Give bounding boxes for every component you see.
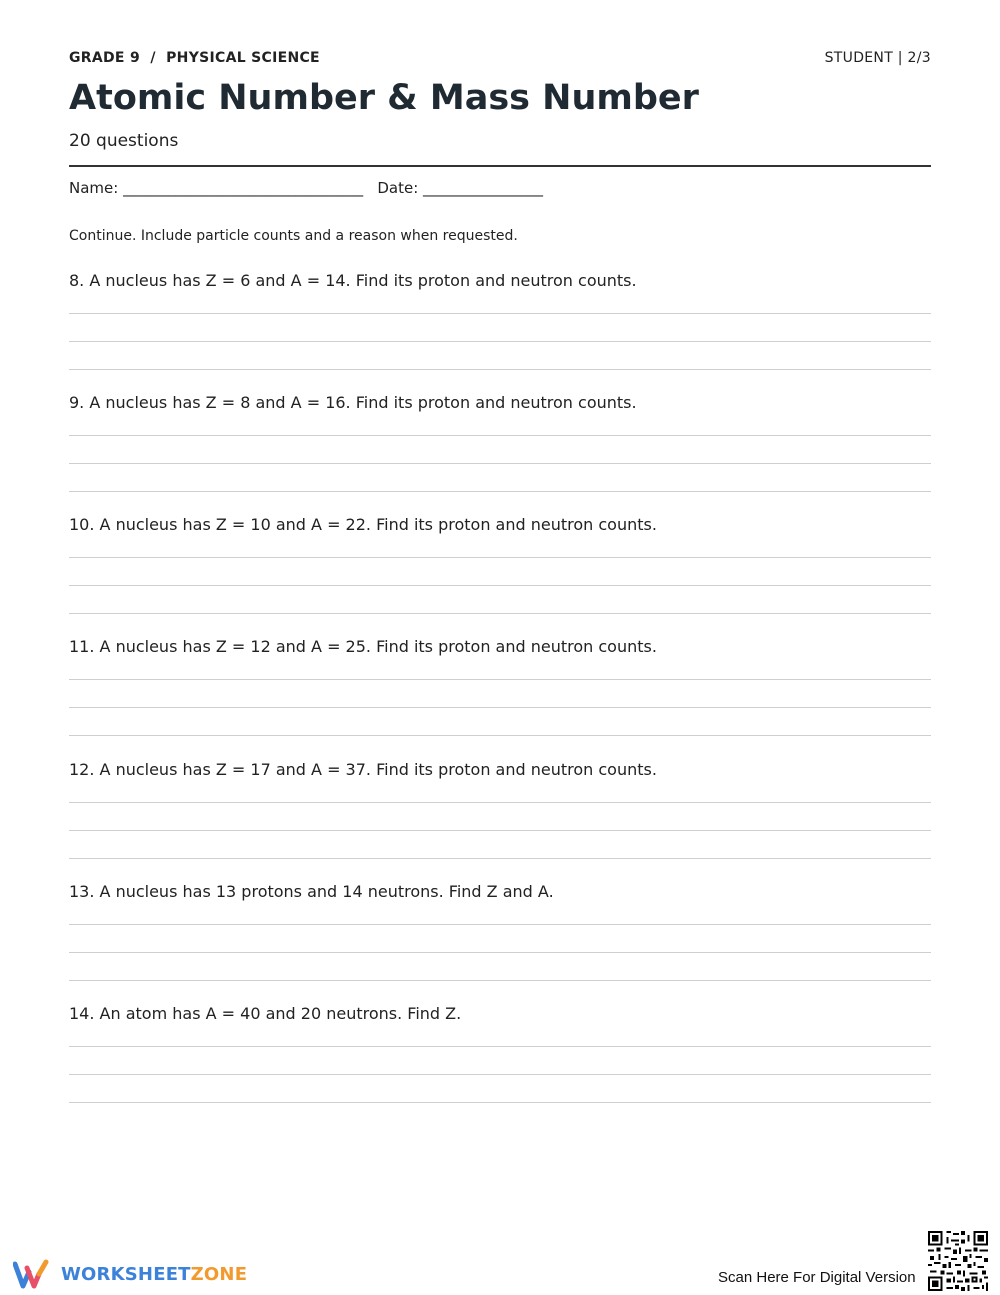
answer-line[interactable] [69, 708, 931, 736]
answer-line[interactable] [69, 299, 931, 314]
brand-logo[interactable] [13, 1258, 247, 1290]
question-item [69, 637, 931, 736]
worksheetzone-logo-icon [13, 1258, 55, 1290]
brand-part-1: WORKSHEET [61, 1263, 191, 1285]
question-item [69, 1004, 931, 1103]
answer-line[interactable] [69, 665, 931, 680]
answer-line[interactable] [69, 803, 931, 831]
question-text: 11. A nucleus has Z = 12 and A = 25. Find its proton and neutron counts. [69, 637, 657, 656]
answer-line[interactable] [69, 436, 931, 464]
question-item [69, 882, 931, 981]
question-text: 13. A nucleus has 13 protons and 14 neutrons. Find Z and A. [69, 882, 554, 901]
instructions: Continue. Include particle counts and a reason when requested. [69, 228, 518, 244]
page-indicator: STUDENT | 2/3 [824, 50, 931, 66]
answer-line[interactable] [69, 953, 931, 981]
question-text: 10. A nucleus has Z = 10 and A = 22. Find its proton and neutron counts. [69, 515, 657, 534]
answer-line[interactable] [69, 1075, 931, 1103]
answer-line[interactable] [69, 1032, 931, 1047]
question-item [69, 393, 931, 492]
header-divider [69, 165, 931, 167]
name-date-fields[interactable]: Name: ________________________________ Date: ________________ [69, 179, 544, 197]
question-item [69, 760, 931, 859]
page-title: Atomic Number & Mass Number [69, 78, 699, 118]
answer-line[interactable] [69, 543, 931, 558]
question-text: 14. An atom has A = 40 and 20 neutrons. Find Z. [69, 1004, 462, 1023]
answer-line[interactable] [69, 925, 931, 953]
answer-line[interactable] [69, 680, 931, 708]
scan-label: Scan Here For Digital Version [718, 1269, 916, 1286]
question-item [69, 271, 931, 370]
answer-line[interactable] [69, 831, 931, 859]
answer-line[interactable] [69, 910, 931, 925]
question-item [69, 515, 931, 614]
question-text: 12. A nucleus has Z = 17 and A = 37. Find its proton and neutron counts. [69, 760, 657, 779]
brand-part-2: ZONE [190, 1263, 248, 1285]
answer-line[interactable] [69, 314, 931, 342]
breadcrumb: GRADE 9 / PHYSICAL SCIENCE [69, 50, 320, 66]
question-text: 8. A nucleus has Z = 6 and A = 14. Find its proton and neutron counts. [69, 271, 637, 290]
answer-line[interactable] [69, 1047, 931, 1075]
brand-wordmark [61, 1264, 247, 1285]
header-topline [69, 50, 931, 66]
question-count: 20 questions [69, 131, 179, 151]
answer-line[interactable] [69, 421, 931, 436]
answer-line[interactable] [69, 342, 931, 370]
answer-line[interactable] [69, 558, 931, 586]
answer-line[interactable] [69, 464, 931, 492]
qr-code-icon[interactable] [928, 1231, 988, 1291]
answer-line[interactable] [69, 586, 931, 614]
answer-line[interactable] [69, 788, 931, 803]
question-text: 9. A nucleus has Z = 8 and A = 16. Find its proton and neutron counts. [69, 393, 637, 412]
